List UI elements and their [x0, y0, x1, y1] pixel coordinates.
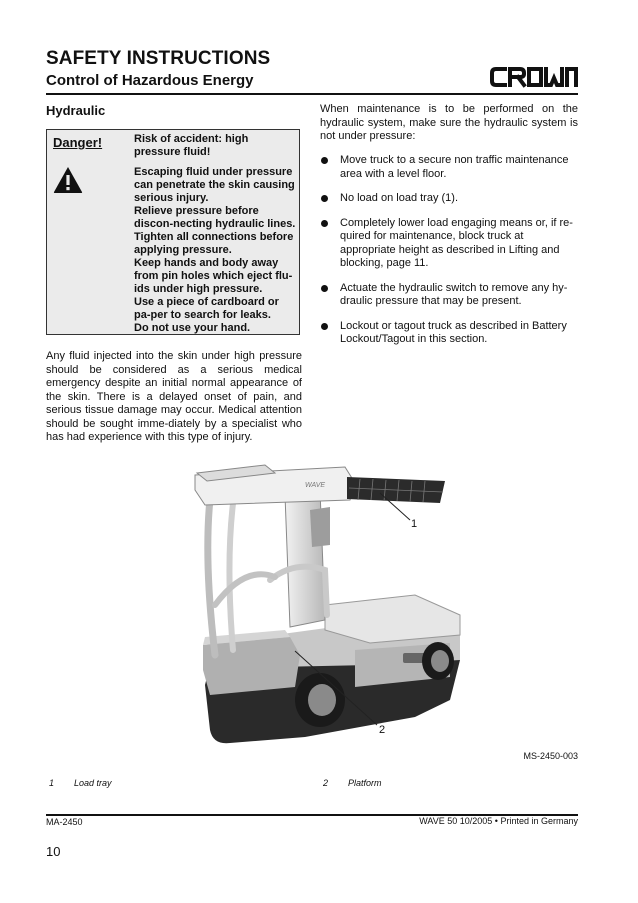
danger-text	[134, 133, 296, 335]
legend-number: 2	[323, 778, 329, 788]
list-item: Completely lower load engaging means or, if re-quired for maintenance, block truck at appropriate height as described in Lifting and blocking, page 11.	[320, 217, 578, 271]
legend-text: Platform	[348, 778, 382, 788]
danger-line: Relieve pressure before discon-necting hydraulic lines.	[134, 205, 296, 230]
crown-logo	[490, 64, 578, 90]
warning-triangle-icon	[53, 166, 83, 194]
maintenance-intro: When maintenance is to be performed on the hydraulic system, make sure the hydraulic system is not under pressure:	[320, 103, 578, 142]
danger-line: Use a piece of cardboard or pa-per to search for leaks.	[134, 296, 279, 321]
footer-doc-id: MA-2450	[46, 817, 83, 827]
legend-number: 1	[49, 778, 55, 788]
list-item: Actuate the hydraulic switch to remove any hy-draulic pressure that may be present.	[320, 282, 578, 309]
bullet-icon	[321, 220, 328, 227]
legend-text: Load tray	[74, 778, 112, 788]
medical-warning-paragraph: Any fluid injected into the skin under high pressure should be considered as a serious medical emergency despite an initial normal appearance of the skin. There is a delayed onset of pain, and serious tissue damage may occur. Medical attention should be sought imme-diately by a specialist who has had experience with this type of injury.	[46, 350, 302, 443]
footer-print-info: WAVE 50 10/2005 • Printed in Germany	[419, 816, 578, 826]
figure-id: MS-2450-003	[523, 751, 578, 761]
danger-label: Danger!	[53, 135, 103, 150]
bullet-icon	[321, 157, 328, 164]
maintenance-steps	[320, 154, 578, 347]
page-number: 10	[46, 844, 61, 859]
danger-line: Tighten all connections before applying pressure.	[134, 231, 294, 256]
svg-text:WAVE: WAVE	[305, 482, 326, 489]
bullet-icon	[321, 195, 328, 202]
danger-box	[46, 129, 300, 335]
list-item: No load on load tray (1).	[320, 192, 578, 206]
page-title: SAFETY INSTRUCTIONS	[46, 48, 271, 69]
section-title: Hydraulic	[46, 103, 106, 118]
bullet-icon	[321, 285, 328, 292]
danger-line: Risk of accident: high pressure fluid!	[134, 133, 249, 158]
callout-2: 2	[379, 724, 386, 736]
danger-line: Escaping fluid under pressure can penetrate the skin causing serious injury.	[134, 166, 295, 204]
danger-line: Keep hands and body away from pin holes which eject flu-ids under high pressure.	[134, 257, 293, 295]
truck-illustration	[115, 455, 540, 755]
header-rule	[46, 93, 578, 95]
list-item: Move truck to a secure non traffic maintenance area with a level floor.	[320, 154, 578, 181]
callout-1: 1	[411, 518, 418, 530]
page-subtitle: Control of Hazardous Energy	[46, 72, 254, 89]
danger-line: Do not use your hand.	[134, 322, 251, 334]
list-item: Lockout or tagout truck as described in Battery Lockout/Tagout in this section.	[320, 320, 578, 347]
bullet-icon	[321, 323, 328, 330]
